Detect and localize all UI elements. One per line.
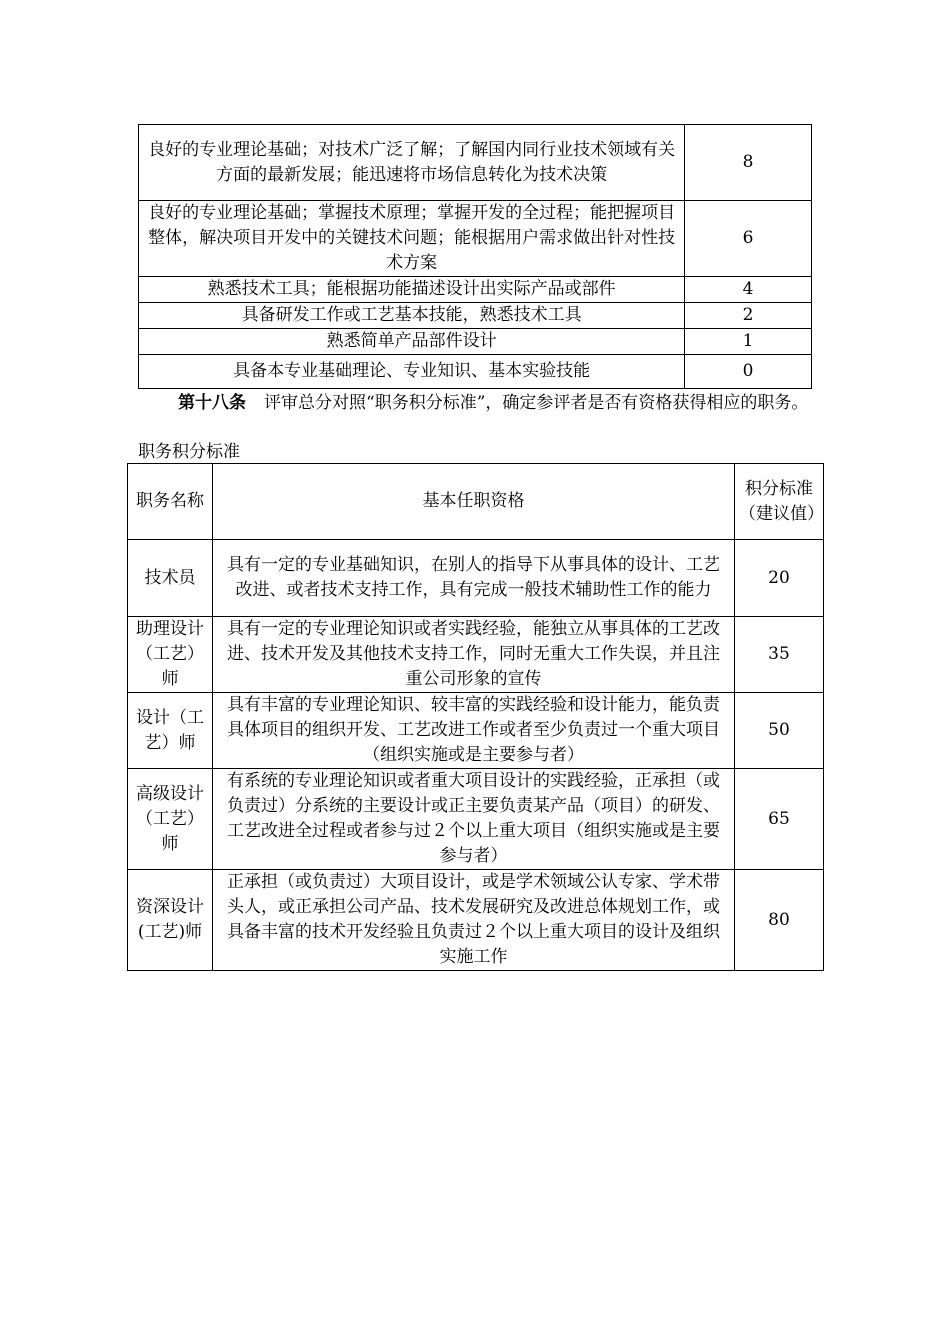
points-cell: 50	[735, 693, 824, 769]
position-score-table	[127, 463, 824, 971]
table-row	[139, 277, 812, 303]
position-name-cell: 技术员	[128, 540, 213, 617]
table-cell: 熟悉技术工具；能根据功能描述设计出实际产品或部件	[139, 277, 685, 303]
points-cell: 80	[735, 870, 824, 971]
position-name-cell: 助理设计（工艺）师	[128, 617, 213, 693]
table-cell: 具备研发工作或工艺基本技能，熟悉技术工具	[139, 303, 685, 329]
score-cell: 6	[685, 201, 812, 277]
score-cell: 2	[685, 303, 812, 329]
score-cell: 0	[685, 355, 812, 389]
table-row	[128, 769, 824, 870]
position-name-cell: 资深设计(工艺)师	[128, 870, 213, 971]
table-row	[128, 617, 824, 693]
qualification-cell: 具有一定的专业理论知识或者实践经验，能独立从事具体的工艺改进、技术开发及其他技术支持工作，同时无重大工作失误，并且注重公司形象的宣传	[213, 617, 735, 693]
table-row	[139, 355, 812, 389]
position-name-cell: 设计（工艺）师	[128, 693, 213, 769]
table-row	[128, 693, 824, 769]
table-row	[139, 303, 812, 329]
table-cell: 具备本专业基础理论、专业知识、基本实验技能	[139, 355, 685, 389]
score-cell: 1	[685, 329, 812, 355]
article-label: 第十八条	[178, 393, 246, 413]
score-cell: 8	[685, 125, 812, 201]
article-text: 评审总分对照“职务积分标准”，确定参评者是否有资格获得相应的职务。	[264, 393, 809, 413]
qualification-cell: 正承担（或负责过）大项目设计，或是学术领域公认专家、学术带头人，或正承担公司产品、技术发展研究及改进总体规划工作，或具备丰富的技术开发经验且负责过２个以上重大项目的设计及组织实施工作	[213, 870, 735, 971]
table-header-row	[128, 464, 824, 540]
tech-level-score-table	[138, 124, 812, 389]
qualification-cell: 具有丰富的专业理论知识、较丰富的实践经验和设计能力，能负责具体项目的组织开发、工艺改进工作或者至少负责过一个重大项目（组织实施或是主要参与者）	[213, 693, 735, 769]
table-cell: 良好的专业理论基础；掌握技术原理；掌握开发的全过程；能把握项目整体，解决项目开发中的关键技术问题；能根据用户需求做出针对性技术方案	[139, 201, 685, 277]
table-caption: 职务积分标准	[138, 442, 240, 462]
table-cell: 熟悉简单产品部件设计	[139, 329, 685, 355]
header-position-name: 职务名称	[128, 464, 213, 540]
qualification-cell: 有系统的专业理论知识或者重大项目设计的实践经验，正承担（或负责过）分系统的主要设计或正主要负责某产品（项目）的研发、工艺改进全过程或者参与过２个以上重大项目（组织实施或是主要参与者）	[213, 769, 735, 870]
article-18-paragraph	[138, 392, 814, 414]
position-name-cell: 高级设计（工艺）师	[128, 769, 213, 870]
points-cell: 65	[735, 769, 824, 870]
points-cell: 35	[735, 617, 824, 693]
table-row	[139, 125, 812, 201]
score-cell: 4	[685, 277, 812, 303]
qualification-cell: 具有一定的专业基础知识，在别人的指导下从事具体的设计、工艺改进、或者技术支持工作，具有完成一般技术辅助性工作的能力	[213, 540, 735, 617]
table-row	[128, 870, 824, 971]
header-points: 积分标准（建议值）	[735, 464, 824, 540]
table-row	[128, 540, 824, 617]
table-row	[139, 201, 812, 277]
header-qualification: 基本任职资格	[213, 464, 735, 540]
table-cell: 良好的专业理论基础；对技术广泛了解；了解国内同行业技术领域有关方面的最新发展；能迅速将市场信息转化为技术决策	[139, 125, 685, 201]
table-row	[139, 329, 812, 355]
points-cell: 20	[735, 540, 824, 617]
